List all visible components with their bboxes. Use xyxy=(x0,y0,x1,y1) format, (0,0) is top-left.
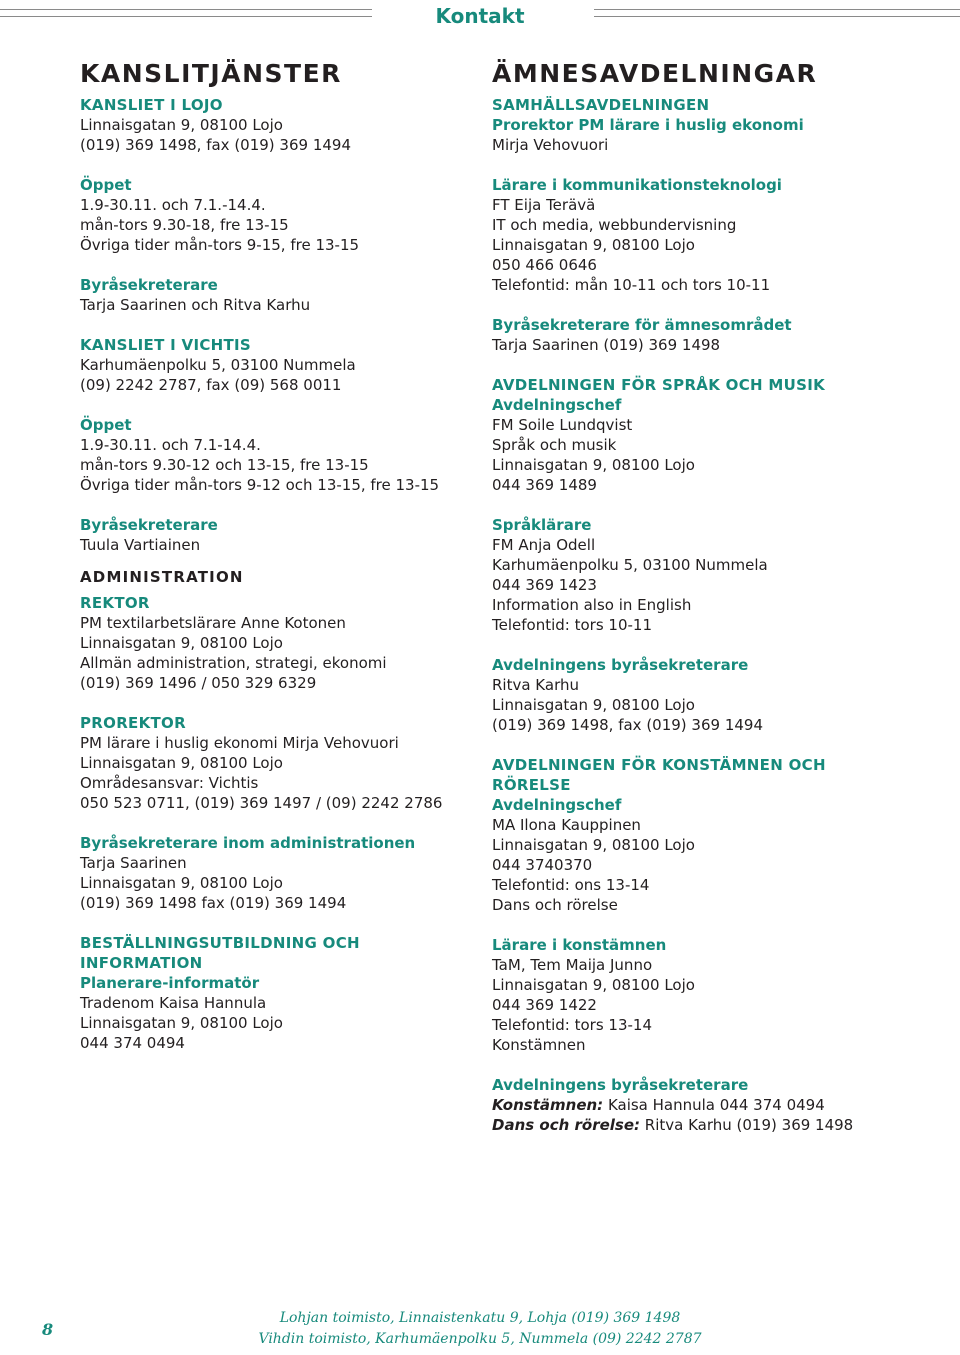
teacher-line: IT och media, webbundervisning xyxy=(492,216,737,234)
header-rule-right xyxy=(594,9,960,17)
footer-line: Lohjan toimisto, Linnaistenkatu 9, Lohja (019) 369 1498 xyxy=(279,1310,681,1326)
teacher-line: FM Anja Odell xyxy=(492,536,596,554)
heading-sprak-musik: AVDELNINGEN FÖR SPRÅK OCH MUSIK xyxy=(492,376,826,394)
heading-bestallningsutbildning: BESTÄLLNINGSUTBILDNING OCH INFORMATION xyxy=(80,934,360,972)
open-label: Öppet xyxy=(80,176,132,194)
heading-kansliet-vichtis: KANSLIET I VICHTIS xyxy=(80,336,252,354)
teacher-line: 044 369 1422 xyxy=(492,996,597,1014)
administration xyxy=(80,567,480,913)
secretary-label: Byråsekreterare xyxy=(80,516,218,534)
rektor-line: Allmän administration, strategi, ekonomi xyxy=(80,654,387,672)
address: Karhumäenpolku 5, 03100 Nummela xyxy=(80,356,356,374)
teacher-label: Lärare i konstämnen xyxy=(492,936,667,954)
secretary-line: Ritva Karhu xyxy=(492,676,579,694)
teacher-line: Konstämnen xyxy=(492,1036,586,1054)
open-line: 1.9-30.11. och 7.1-14.4. xyxy=(80,436,261,454)
chief-line: FM Soile Lundqvist xyxy=(492,416,633,434)
prorektor-sub: Prorektor PM lärare i huslig ekonomi xyxy=(492,116,804,134)
prorektor-label: PROREKTOR xyxy=(80,714,186,732)
phone: (019) 369 1498, fax (019) 369 1494 xyxy=(80,136,352,154)
heading-konstamnen-1: AVDELNINGEN FÖR KONSTÄMNEN OCH xyxy=(492,756,826,774)
open-line: mån-tors 9.30-12 och 13-15, fre 13-15 xyxy=(80,456,369,474)
teacher-line: Telefontid: tors 10-11 xyxy=(492,616,652,634)
rektor-line: PM textilarbetslärare Anne Kotonen xyxy=(80,614,346,632)
chief-line: 044 369 1489 xyxy=(492,476,597,494)
header-rule-left xyxy=(0,9,372,17)
right-column xyxy=(492,58,932,1135)
teacher-line: Information also in English xyxy=(492,596,692,614)
section-title-amnesavdelningar: ÄMNESAVDELNINGAR xyxy=(492,59,818,88)
secretary-label: Byråsekreterare xyxy=(80,276,218,294)
prorektor-line: Linnaisgatan 9, 08100 Lojo xyxy=(80,754,283,772)
rektor-label: REKTOR xyxy=(80,594,150,612)
secretary-konstamnen xyxy=(492,1095,932,1115)
heading-administration: ADMINISTRATION xyxy=(80,568,244,586)
heading-samhallsavdelningen: SAMHÄLLSAVDELNINGEN xyxy=(492,96,710,114)
secretary-label: Byråsekreterare för ämnesområdet xyxy=(492,316,792,334)
order-line: 044 374 0494 xyxy=(80,1034,185,1052)
secretary-name: Tuula Vartiainen xyxy=(80,536,201,554)
prorektor-line: 050 523 0711, (019) 369 1497 / (09) 2242 2786 xyxy=(80,794,443,812)
chief-line: Språk och musik xyxy=(492,436,617,454)
heading-kansliet-lojo: KANSLIET I LOJO xyxy=(80,96,223,114)
prorektor-name: Mirja Vehovuori xyxy=(492,136,609,154)
left-column xyxy=(80,58,480,1053)
secretary-dans-label: Dans och rörelse: xyxy=(492,1116,641,1134)
footer xyxy=(200,1308,760,1350)
teacher-line: Telefontid: tors 13-14 xyxy=(492,1016,652,1034)
secretary-dans-value: Ritva Karhu (019) 369 1498 xyxy=(640,1116,854,1134)
section-title-kanslitjanster: KANSLITJÄNSTER xyxy=(80,59,342,88)
secretary-line: (019) 369 1498, fax (019) 369 1494 xyxy=(492,716,764,734)
page-number: 8 xyxy=(42,1320,54,1339)
avdelningen-konstamnen xyxy=(492,755,932,1135)
teacher-line: Linnaisgatan 9, 08100 Lojo xyxy=(492,236,695,254)
open-line: Övriga tider mån-tors 9-15, fre 13-15 xyxy=(80,236,360,254)
order-line: Tradenom Kaisa Hannula xyxy=(80,994,267,1012)
chief-line: Linnaisgatan 9, 08100 Lojo xyxy=(492,456,695,474)
teacher-line: Linnaisgatan 9, 08100 Lojo xyxy=(492,976,695,994)
admin-secretary-line: Linnaisgatan 9, 08100 Lojo xyxy=(80,874,283,892)
chief-line: Linnaisgatan 9, 08100 Lojo xyxy=(492,836,695,854)
kansliet-lojo xyxy=(80,95,480,315)
open-line: Övriga tider mån-tors 9-12 och 13-15, fre 13-15 xyxy=(80,476,440,494)
open-line: mån-tors 9.30-18, fre 13-15 xyxy=(80,216,289,234)
phone: (09) 2242 2787, fax (09) 568 0011 xyxy=(80,376,342,394)
secretary-konstamnen-label: Konstämnen: xyxy=(492,1096,604,1114)
chief-line: Dans och rörelse xyxy=(492,896,618,914)
chief-label: Avdelningschef xyxy=(492,396,622,414)
chief-label: Avdelningschef xyxy=(492,796,622,814)
teacher-line: 050 466 0646 xyxy=(492,256,597,274)
admin-secretary-line: (019) 369 1498 fax (019) 369 1494 xyxy=(80,894,347,912)
secretary-name: Tarja Saarinen och Ritva Karhu xyxy=(80,296,311,314)
avdelningen-sprak-musik xyxy=(492,375,932,735)
teacher-line: TaM, Tem Maija Junno xyxy=(492,956,653,974)
samhallsavdelningen xyxy=(492,95,932,355)
admin-secretary-label: Byråsekreterare inom administrationen xyxy=(80,834,416,852)
prorektor-line: PM lärare i huslig ekonomi Mirja Vehovuori xyxy=(80,734,399,752)
chief-line: MA Ilona Kauppinen xyxy=(492,816,641,834)
secretary-label: Avdelningens byråsekreterare xyxy=(492,1076,749,1094)
page-title: Kontakt xyxy=(435,4,525,28)
heading-konstamnen-2: RÖRELSE xyxy=(492,776,571,794)
chief-line: 044 3740370 xyxy=(492,856,593,874)
open-line: 1.9-30.11. och 7.1.-14.4. xyxy=(80,196,266,214)
order-line: Linnaisgatan 9, 08100 Lojo xyxy=(80,1014,283,1032)
address: Linnaisgatan 9, 08100 Lojo xyxy=(80,116,283,134)
kansliet-vichtis xyxy=(80,335,480,555)
planerare-label: Planerare-informatör xyxy=(80,974,260,992)
rektor-line: (019) 369 1496 / 050 329 6329 xyxy=(80,674,317,692)
admin-secretary-line: Tarja Saarinen xyxy=(80,854,187,872)
prorektor-line: Områdesansvar: Vichtis xyxy=(80,774,259,792)
bestallningsutbildning xyxy=(80,933,480,1053)
teacher-line: Karhumäenpolku 5, 03100 Nummela xyxy=(492,556,768,574)
secretary-label: Avdelningens byråsekreterare xyxy=(492,656,749,674)
teacher-line: 044 369 1423 xyxy=(492,576,597,594)
teacher-line: Telefontid: mån 10-11 och tors 10-11 xyxy=(492,276,771,294)
secretary-line: Tarja Saarinen (019) 369 1498 xyxy=(492,336,721,354)
chief-line: Telefontid: ons 13-14 xyxy=(492,876,650,894)
teacher-label: Lärare i kommunikationsteknologi xyxy=(492,176,782,194)
teacher-line: FT Eija Terävä xyxy=(492,196,596,214)
rektor-line: Linnaisgatan 9, 08100 Lojo xyxy=(80,634,283,652)
secretary-konstamnen-value: Kaisa Hannula 044 374 0494 xyxy=(603,1096,825,1114)
open-label: Öppet xyxy=(80,416,132,434)
secretary-line: Linnaisgatan 9, 08100 Lojo xyxy=(492,696,695,714)
footer-line: Vihdin toimisto, Karhumäenpolku 5, Nummela (09) 2242 2787 xyxy=(258,1331,702,1347)
teacher-label: Språklärare xyxy=(492,516,592,534)
secretary-dans xyxy=(492,1115,932,1135)
